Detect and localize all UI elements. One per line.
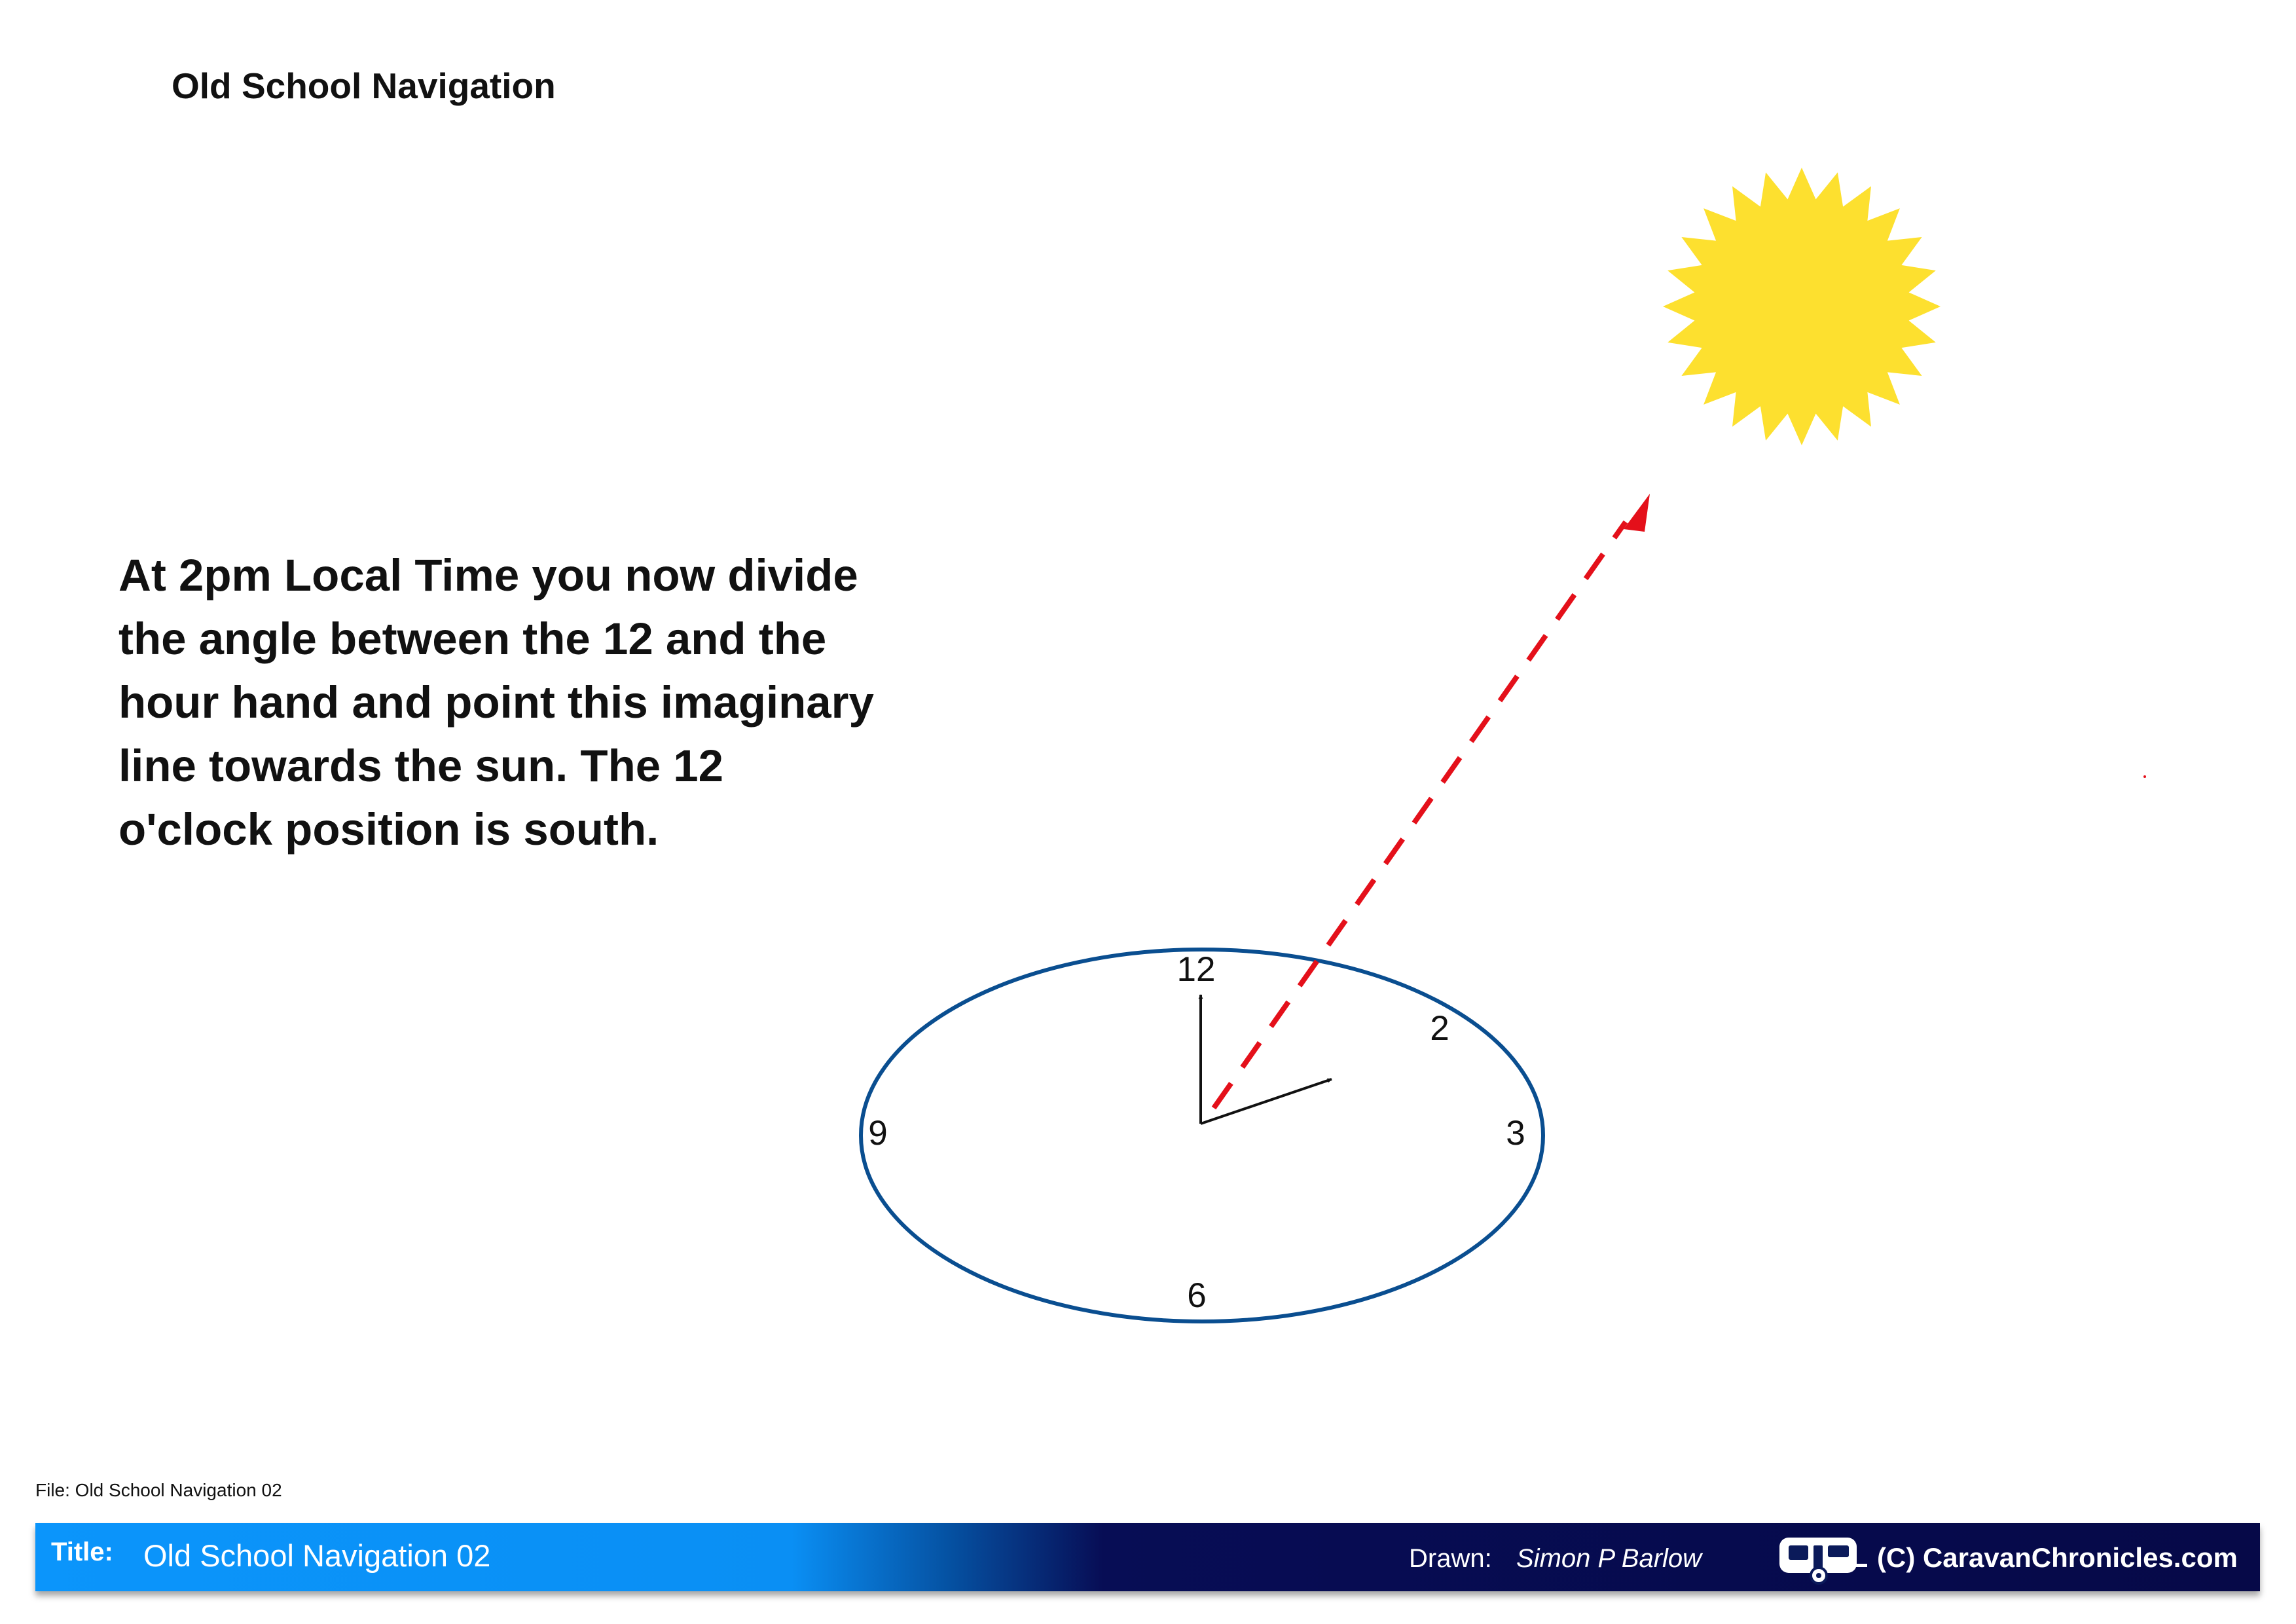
clock-number-9: 9 (868, 1114, 888, 1153)
stray-mark (2143, 775, 2146, 778)
instruction-line: the angle between the 12 and the (118, 614, 827, 664)
copyright-text: (C) CaravanChronicles.com (1877, 1542, 2238, 1573)
clock-number-6: 6 (1187, 1276, 1207, 1315)
drawn-label: Drawn: (1409, 1544, 1492, 1573)
sun-direction-line (1214, 522, 1626, 1108)
instruction-line: line towards the sun. The 12 (118, 741, 724, 791)
instruction-line: hour hand and point this imaginary (118, 677, 874, 728)
instruction-line: At 2pm Local Time you now divide (118, 550, 858, 600)
instruction-line: o'clock position is south. (118, 804, 659, 855)
clock-number-3: 3 (1506, 1114, 1525, 1153)
title-value: Old School Navigation 02 (143, 1538, 491, 1573)
clock-number-12: 12 (1176, 950, 1216, 989)
file-label: File: Old School Navigation 02 (35, 1480, 282, 1500)
clock-number-2: 2 (1430, 1009, 1449, 1048)
page-title: Old School Navigation (172, 65, 556, 106)
drawn-value: Simon P Barlow (1516, 1544, 1702, 1573)
title-bar (35, 1523, 2260, 1591)
title-label: Title: (51, 1538, 113, 1566)
sun-icon (1663, 168, 1941, 445)
sun-direction-arrowhead (1624, 494, 1650, 532)
caravan-icon (1777, 1535, 1868, 1585)
